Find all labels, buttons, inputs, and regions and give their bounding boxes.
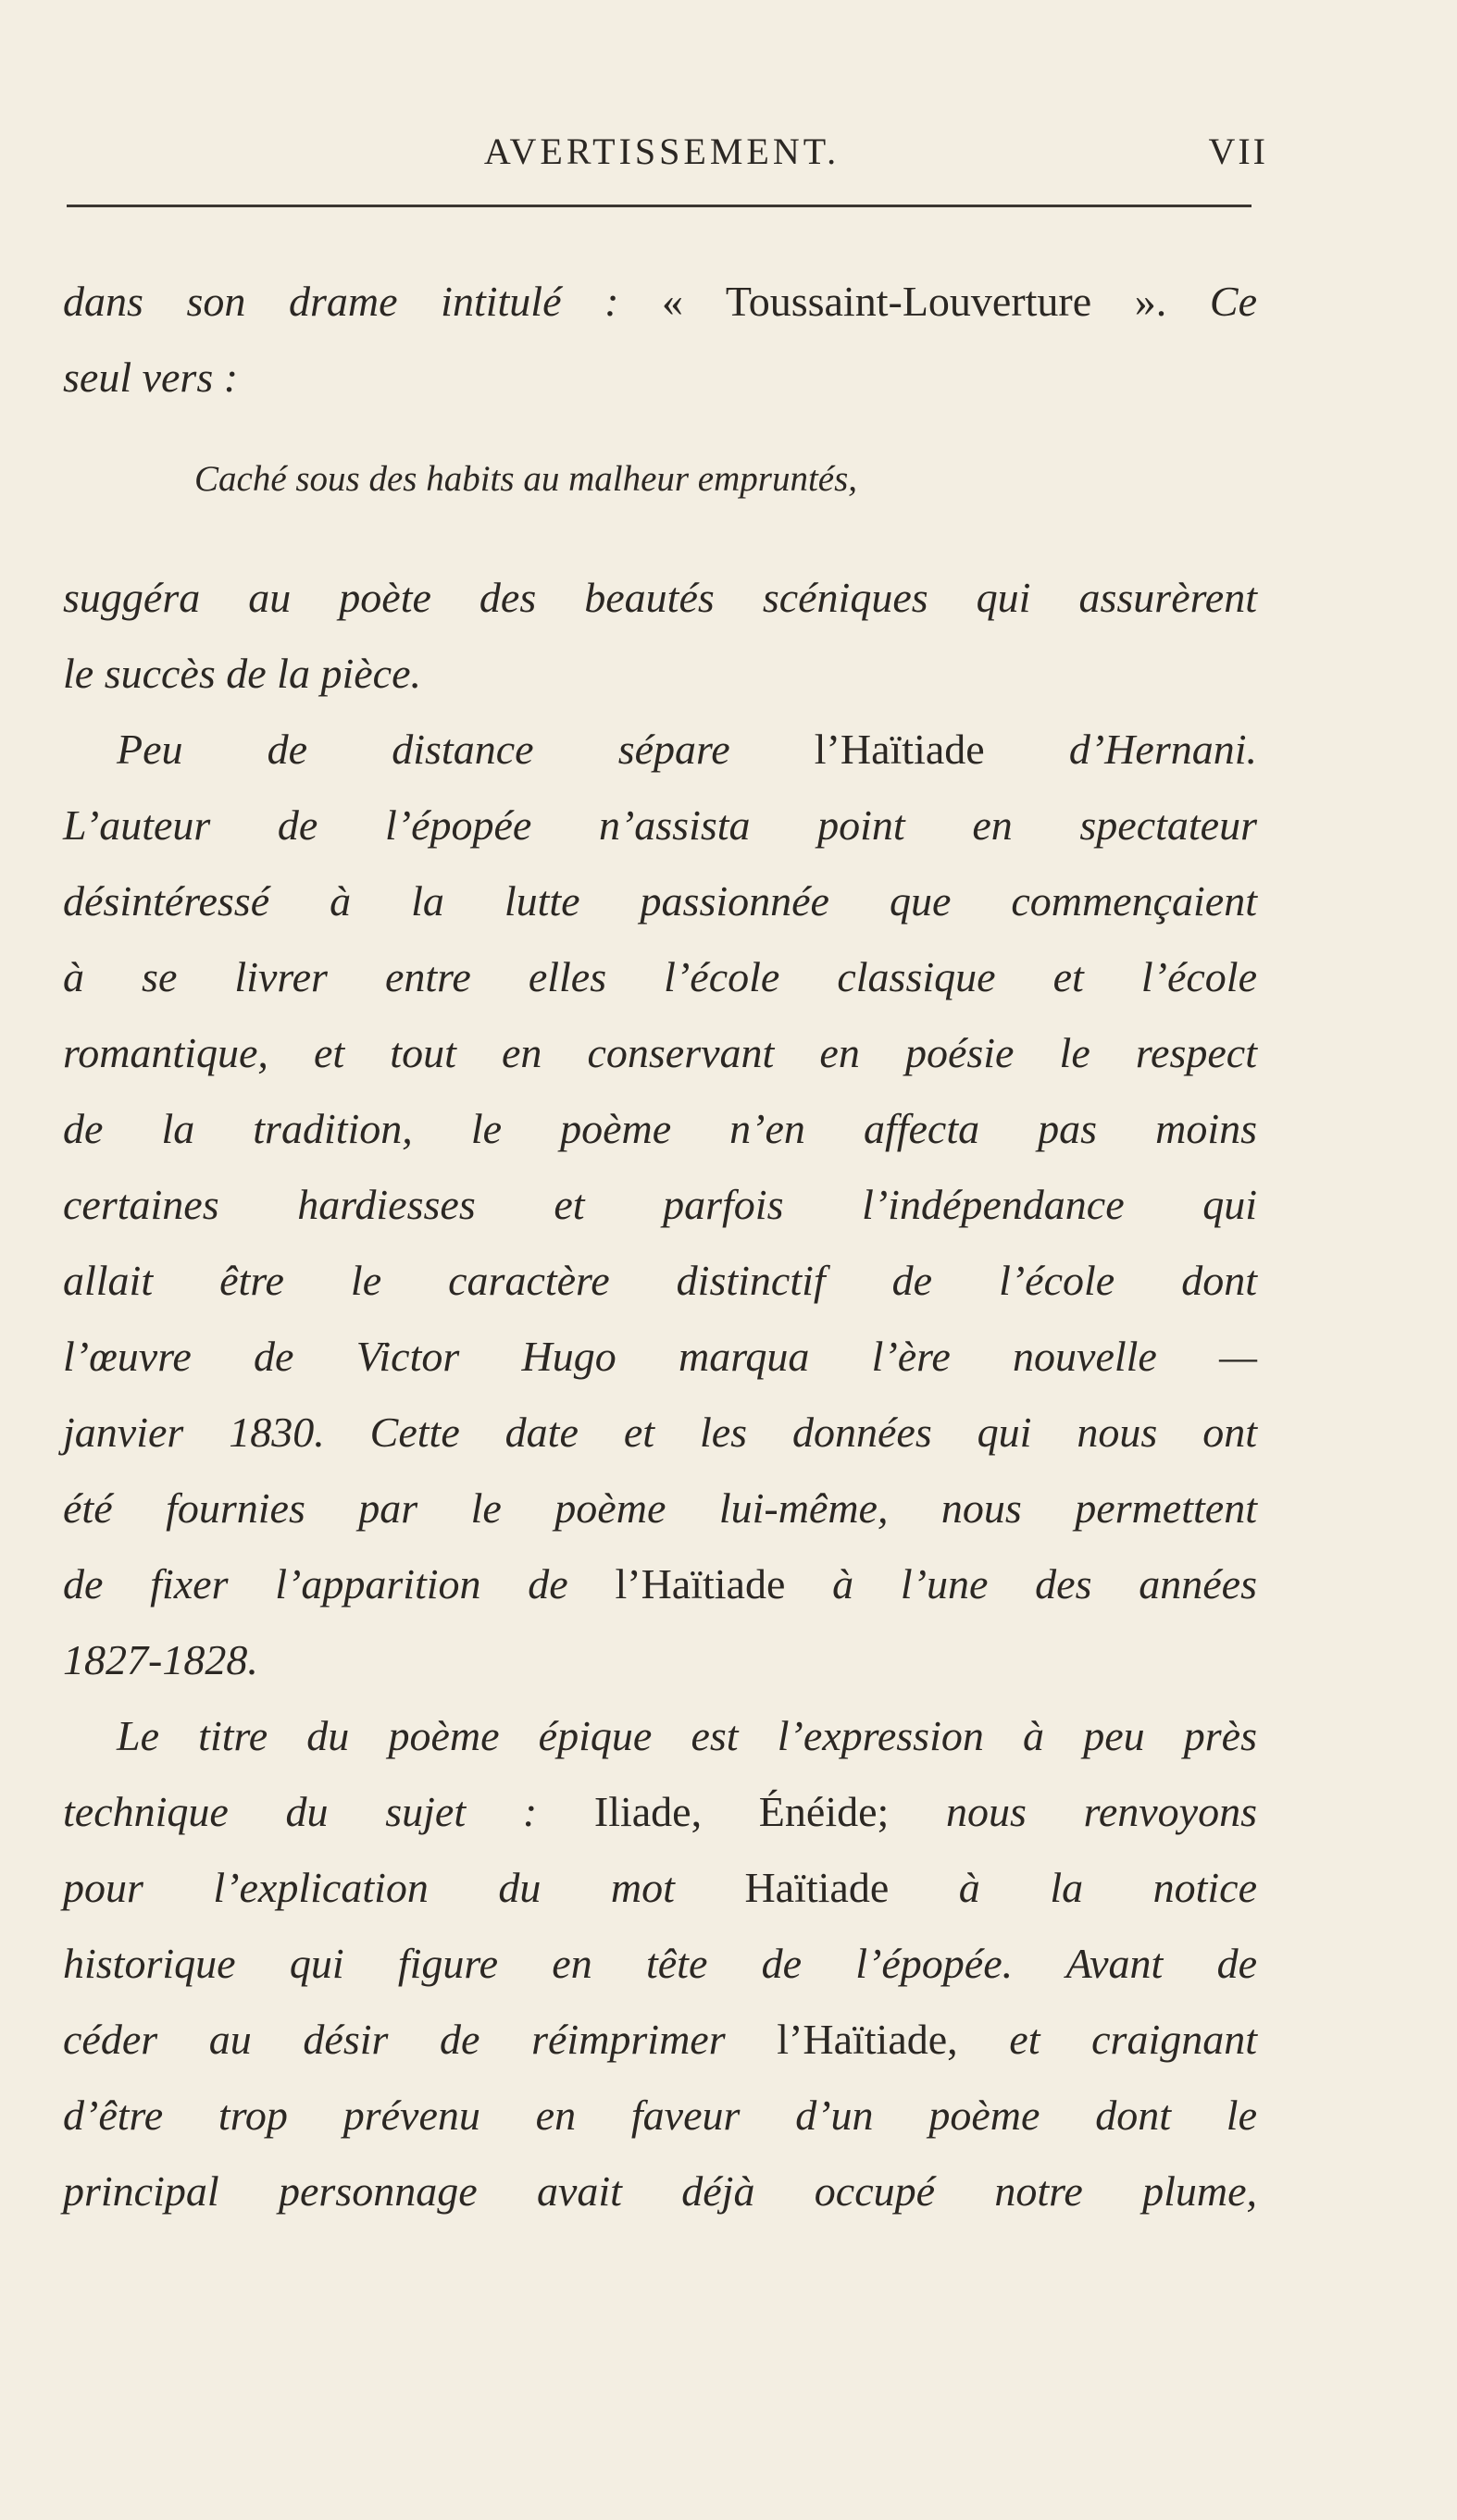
text-line — [63, 1015, 1257, 1091]
text-line — [63, 1471, 1257, 1546]
text-segment: dans son drame intitulé : — [63, 278, 663, 325]
text-segment: nous renvoyons — [946, 1788, 1257, 1835]
text-segment: d’Hernani. — [1068, 726, 1257, 773]
text-segment: été fournies par le poème lui-même, nous permettent — [63, 1484, 1257, 1532]
text-line — [63, 2078, 1257, 2154]
header-rule — [67, 205, 1252, 207]
text-line — [63, 1546, 1257, 1622]
verse-quotation: Caché sous des habits au malheur empruntés, — [194, 459, 858, 499]
running-title: AVERTISSEMENT. — [483, 130, 841, 172]
text-line — [63, 2154, 1257, 2229]
text-segment: céder au désir de réimprimer — [63, 2016, 778, 2063]
text-segment: le succès de la pièce. — [63, 650, 421, 697]
text-line — [63, 560, 1257, 636]
text-segment: l’œuvre de Victor Hugo marqua l’ère nouvelle — — [63, 1333, 1257, 1380]
text-line — [63, 1167, 1257, 1243]
text-segment: à se livrer entre elles l’école classique et l’école — [63, 953, 1257, 1000]
text-line — [63, 788, 1257, 863]
text-segment: romantique, et tout en conservant en poésie le respect — [63, 1029, 1257, 1076]
text-line — [63, 1622, 1257, 1698]
text-line — [63, 1926, 1257, 2002]
text-segment: pour l’explication du mot — [63, 1864, 745, 1911]
text-line — [63, 1850, 1257, 1926]
text-line — [63, 1091, 1257, 1167]
text-segment: Iliade, Énéide; — [593, 1788, 947, 1835]
text-segment: Le titre du poème épique est l’expression à peu près — [117, 1712, 1257, 1759]
text-segment: L’auteur de l’épopée n’assista point en spectateur — [63, 801, 1257, 849]
text-segment: et craignant — [1009, 2016, 1258, 2063]
text-segment: janvier 1830. Cette date et les données qui nous ont — [63, 1409, 1257, 1456]
text-segment: désintéressé à la lutte passionnée que commençaient — [63, 877, 1257, 925]
text-line — [63, 712, 1257, 788]
text-segment: allait être le caractère distinctif de l’école dont — [63, 1257, 1257, 1304]
text-line — [63, 1698, 1257, 1774]
text-segment: Peu de distance sépare — [117, 726, 815, 773]
text-segment: l’Haïtiade — [615, 1560, 833, 1608]
text-segment: « Toussaint-Louverture ». — [662, 278, 1210, 325]
text-segment: de la tradition, le poème n’en affecta pas moins — [63, 1105, 1257, 1152]
text-segment: suggéra au poète des beautés scéniques qui assurèrent — [63, 574, 1257, 621]
text-segment: Ce — [1209, 278, 1257, 325]
text-line — [63, 1319, 1257, 1395]
page-number: VII — [1208, 130, 1268, 172]
page-header — [65, 130, 1268, 176]
text-line — [63, 264, 1257, 340]
text-segment: Haïtiade — [744, 1864, 959, 1911]
text-line — [63, 2002, 1257, 2078]
text-segment: d’être trop prévenu en faveur d’un poème dont le — [63, 2092, 1257, 2139]
text-line — [63, 1243, 1257, 1319]
text-segment: technique du sujet : — [63, 1788, 594, 1835]
text-line — [63, 636, 1257, 712]
text-line — [63, 1774, 1257, 1850]
text-line — [63, 939, 1257, 1015]
text-segment: de fixer l’apparition de — [63, 1560, 616, 1608]
text-segment: historique qui figure en tête de l’épopée. Avant de — [63, 1940, 1257, 1987]
text-segment: l’Haïtiade, — [777, 2016, 1010, 2063]
text-segment: certaines hardiesses et parfois l’indépendance qui — [63, 1181, 1257, 1228]
text-line — [63, 340, 1257, 416]
text-segment: à la notice — [958, 1864, 1258, 1911]
text-line — [63, 863, 1257, 939]
text-segment: seul vers : — [63, 354, 239, 401]
text-segment: l’Haïtiade — [814, 726, 1069, 773]
text-line — [63, 1395, 1257, 1471]
text-segment: à l’une des années — [832, 1560, 1257, 1608]
text-segment: 1827-1828. — [63, 1636, 258, 1683]
text-segment: principal personnage avait déjà occupé notre plume, — [63, 2167, 1257, 2215]
